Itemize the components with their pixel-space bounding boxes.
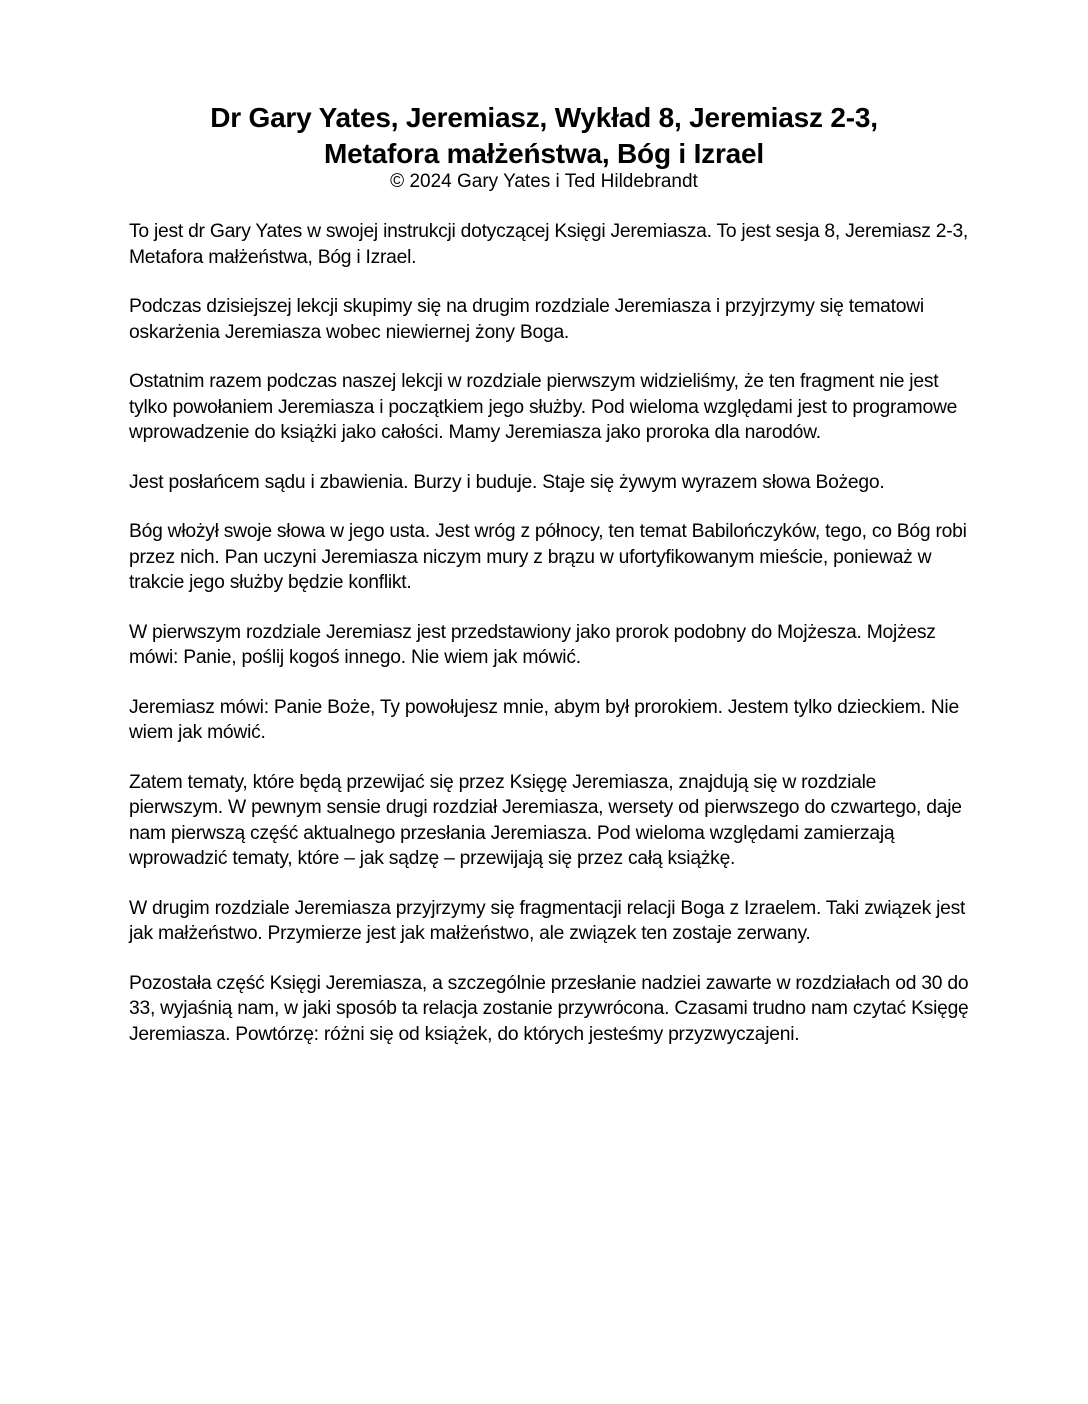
paragraph-9: W drugim rozdziale Jeremiasza przyjrzymy się fragmentacji relacji Boga z Izraelem. Taki związek jest jak małżeństwo. Przymierze jest jak małżeństwo, ale związek ten zostaje zerwany. <box>129 897 966 944</box>
paragraph-6: W pierwszym rozdziale Jeremiasz jest przedstawiony jako prorok podobny do Mojżesza. Mojżesz mówi: Panie, poślij kogoś innego. Nie wiem jak mówić. <box>129 621 936 668</box>
paragraph-8: Zatem tematy, które będą przewijać się przez Księgę Jeremiasza, znajdują się w rozdziale pierwszym. W pewnym sensie drugi rozdział Jeremiasza, wersety od pierwszego do czwartego, daje nam pierwszą część aktualnego przesłania Jeremiasza. Pod wieloma względami zamierzają wprowadzić tematy, które – jak sądzę – przewijają się przez całą książkę. <box>129 771 962 869</box>
title-line-2: Metafora małżeństwa, Bóg i Izrael <box>324 138 764 169</box>
paragraph-4: Jest posłańcem sądu i zbawienia. Burzy i buduje. Staje się żywym wyrazem słowa Bożego. <box>129 471 885 493</box>
document-title <box>60 100 1028 172</box>
copyright-line: © 2024 Gary Yates i Ted Hildebrandt <box>390 171 698 192</box>
paragraph-10: Pozostała część Księgi Jeremiasza, a szczególnie przesłanie nadziei zawarte w rozdziałach od 30 do 33, wyjaśnią nam, w jaki sposób ta relacja zostanie przywrócona. Czasami trudno nam czytać Księgę Jeremiasza. Powtórzę: różni się od książek, do których jesteśmy przyzwyczajeni. <box>129 972 969 1045</box>
document-body <box>129 219 969 1071</box>
paragraph-5: Bóg włożył swoje słowa w jego usta. Jest wróg z północy, ten temat Babilończyków, tego, co Bóg robi przez nich. Pan uczyni Jeremiasza niczym mury z brązu w ufortyfikowanym mieście, ponieważ w trakcie jego służby będzie konflikt. <box>129 521 967 593</box>
paragraph-3: Ostatnim razem podczas naszej lekcji w rozdziale pierwszym widzieliśmy, że ten fragment nie jest tylko powołaniem Jeremiasza i początkiem jego służby. Pod wieloma względami jest to programowe wprowadzenie do książki jako całości. Mamy Jeremiasza jako proroka dla narodów. <box>129 371 958 443</box>
paragraph-7: Jeremiasz mówi: Panie Boże, Ty powołujesz mnie, abym był prorokiem. Jestem tylko dzieckiem. Nie wiem jak mówić. <box>129 696 959 743</box>
paragraph-1: To jest dr Gary Yates w swojej instrukcji dotyczącej Księgi Jeremiasza. To jest sesja 8, Jeremiasz 2-3, Metafora małżeństwa, Bóg i Izrael. <box>129 221 969 268</box>
paragraph-2: Podczas dzisiejszej lekcji skupimy się na drugim rozdziale Jeremiasza i przyjrzymy się tematowi oskarżenia Jeremiasza wobec niewiernej żony Boga. <box>129 296 924 343</box>
title-line-1: Dr Gary Yates, Jeremiasz, Wykład 8, Jeremiasz 2-3, <box>210 102 878 133</box>
